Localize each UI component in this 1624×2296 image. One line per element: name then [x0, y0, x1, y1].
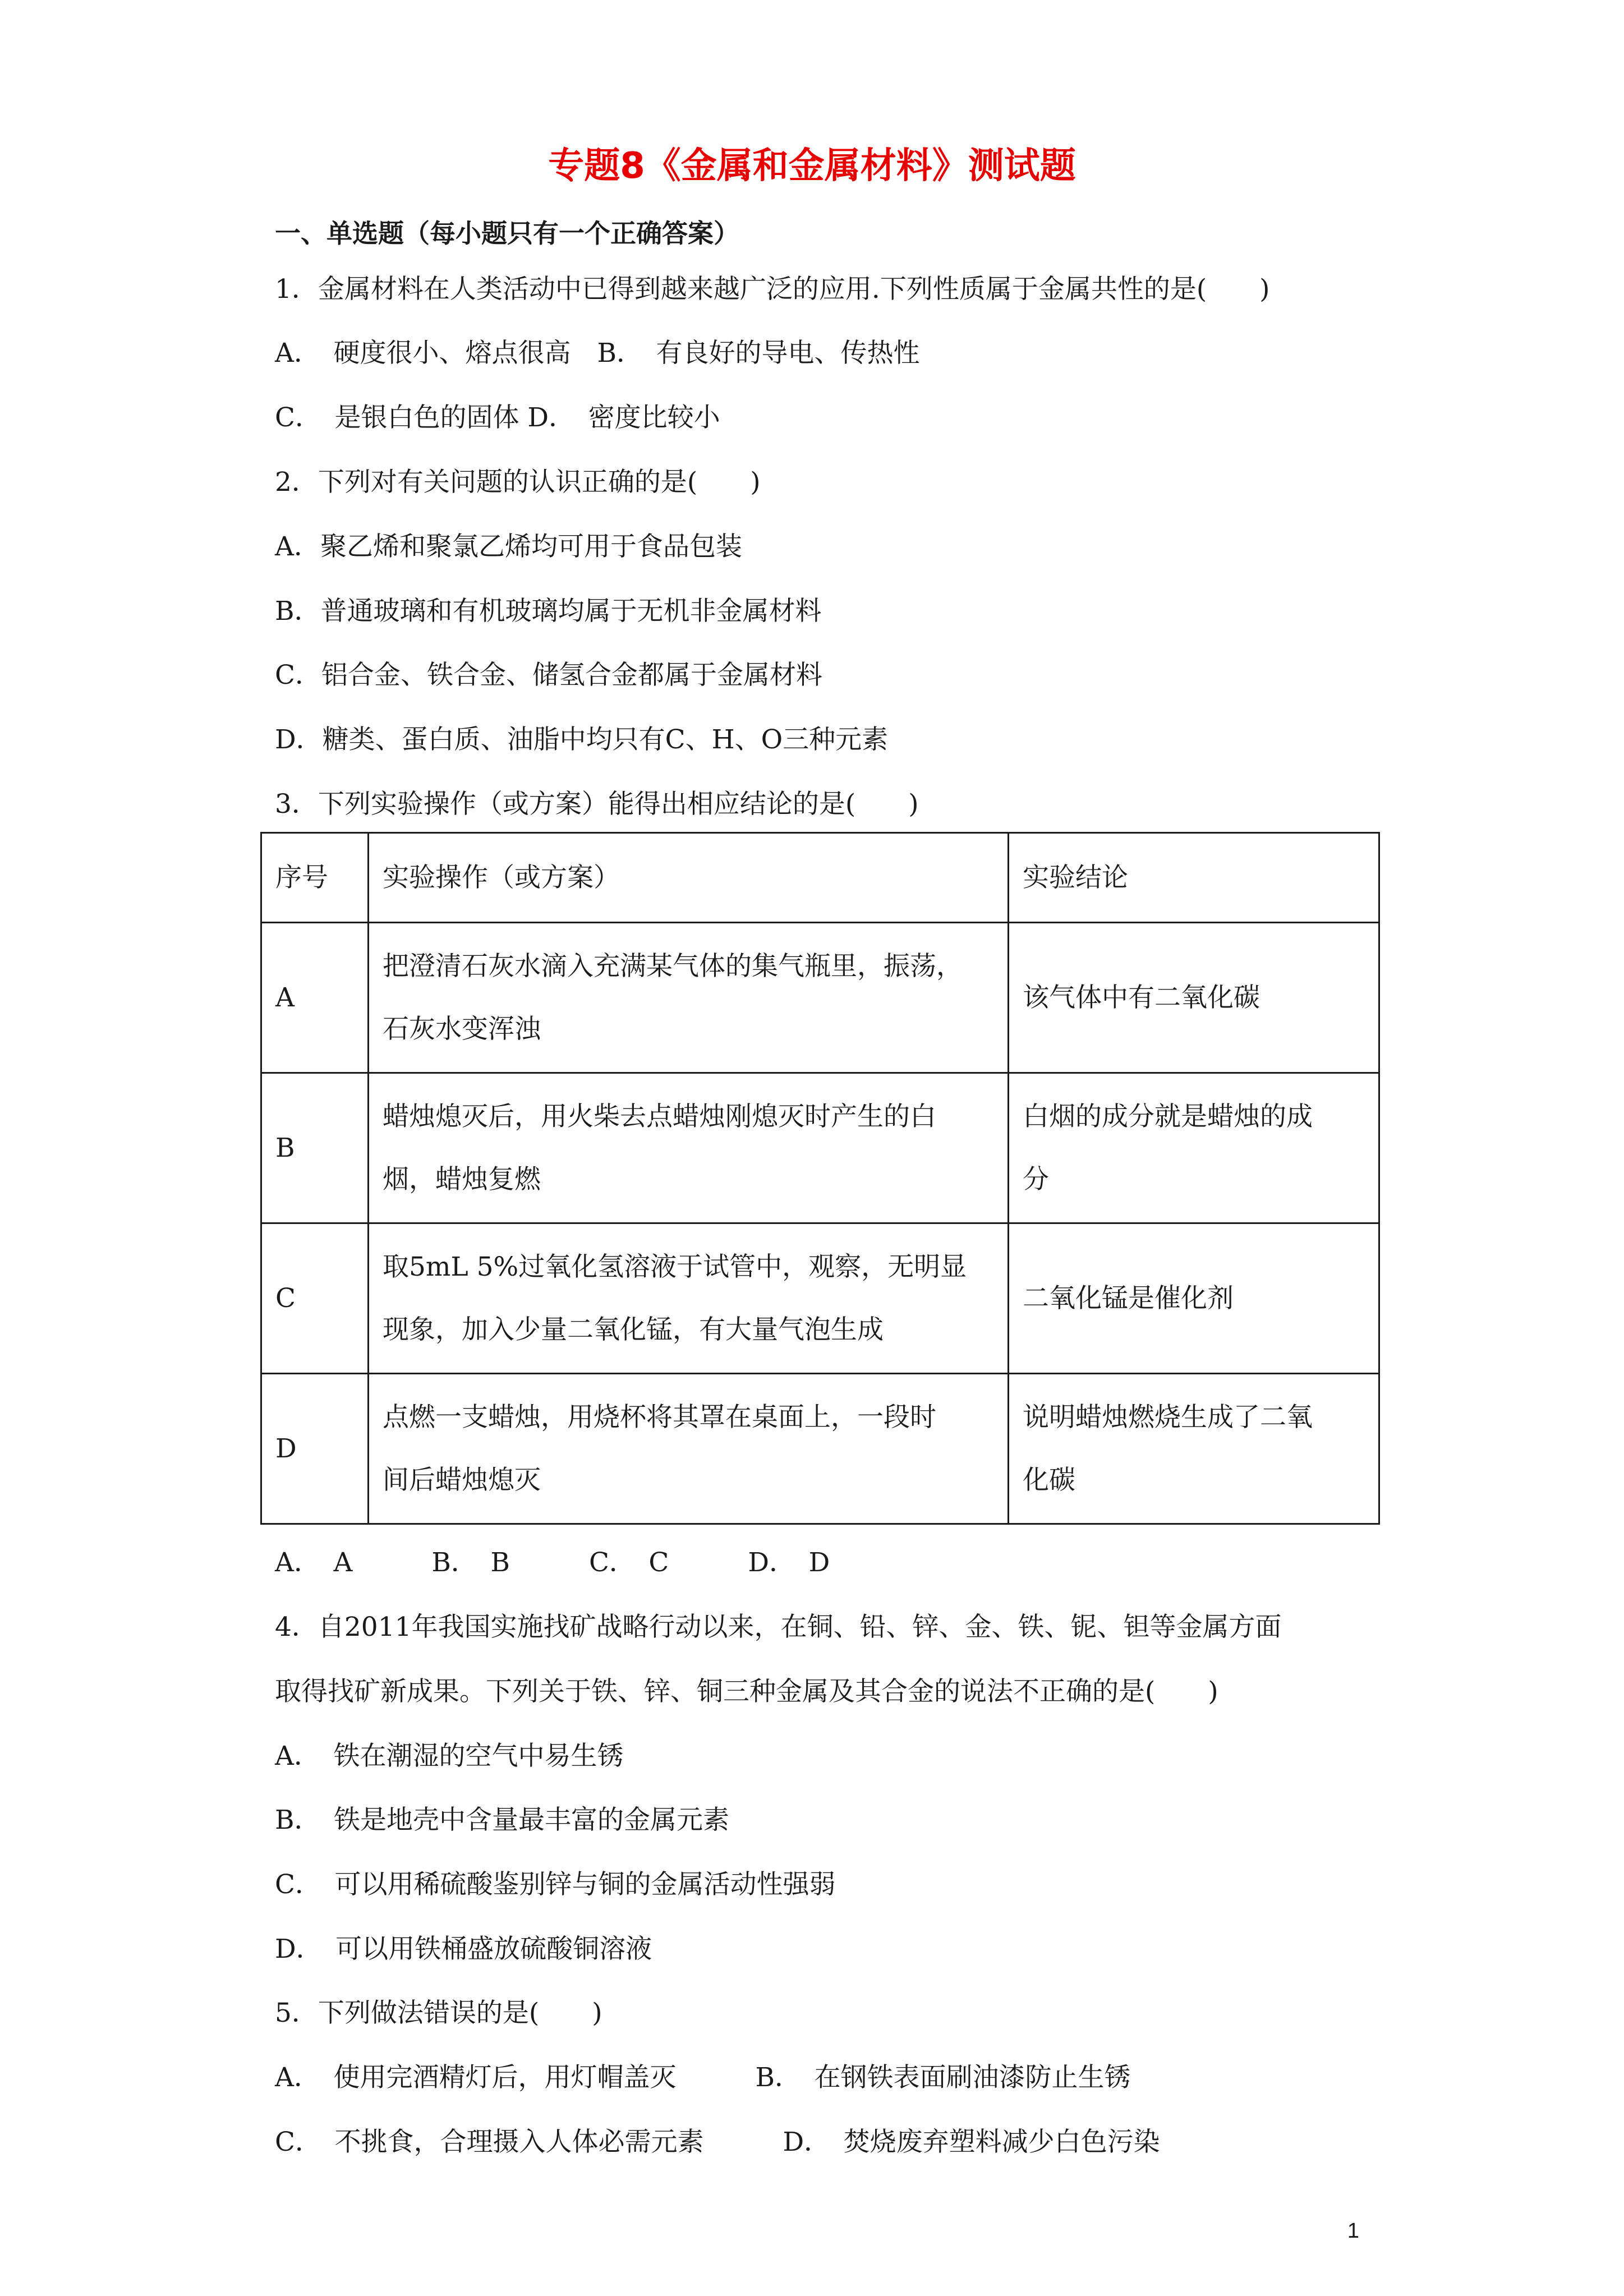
- row-conclusion: [1009, 923, 1379, 1073]
- row-id: C: [261, 1223, 369, 1374]
- table-row: [261, 1223, 1379, 1374]
- question-2-option-b: B．普通玻璃和有机玻璃均属于无机非金属材料: [275, 596, 822, 627]
- row-operation: [369, 1223, 1009, 1374]
- table-row: [261, 923, 1379, 1073]
- row-conclusion: [1009, 1223, 1379, 1374]
- header-conclusion: 实验结论: [1009, 833, 1379, 923]
- row-id: A: [261, 923, 369, 1073]
- question-1-options-cd: C． 是银白色的固体 D． 密度比较小: [275, 402, 720, 433]
- table-header-row: [261, 833, 1379, 923]
- question-3-stem: 3．下列实验操作（或方案）能得出相应结论的是( ): [275, 789, 919, 820]
- question-5-options-cd: C． 不挑食，合理摄入人体必需元素 D． 焚烧废弃塑料减少白色污染: [275, 2127, 1160, 2157]
- conclusion-line: 化碳: [1023, 1464, 1075, 1496]
- question-4-option-c: C． 可以用稀硫酸鉴别锌与铜的金属活动性强弱: [275, 1869, 836, 1900]
- question-5-options-ab: A． 使用完酒精灯后，用灯帽盖灭 B． 在钢铁表面刷油漆防止生锈: [275, 2062, 1131, 2093]
- conclusion-line: 二氧化锰是催化剂: [1023, 1282, 1234, 1314]
- conclusion-line: 该气体中有二氧化碳: [1023, 982, 1260, 1013]
- question-3-options: A． A B． B C． C D． D: [275, 1547, 830, 1578]
- page-number: 1: [1347, 2219, 1359, 2243]
- page-title: 专题8《金属和金属材料》测试题: [548, 145, 1076, 187]
- row-conclusion: [1009, 1073, 1379, 1223]
- operation-line: 现象，加入少量二氧化锰，有大量气泡生成: [383, 1314, 884, 1345]
- row-id: B: [261, 1073, 369, 1223]
- question-2-option-c: C．铝合金、铁合金、储氢合金都属于金属材料: [275, 660, 822, 691]
- question-4-option-a: A． 铁在潮湿的空气中易生锈: [275, 1741, 624, 1772]
- operation-line: 把澄清石灰水滴入充满某气体的集气瓶里，振荡，: [383, 950, 963, 982]
- operation-line: 间后蜡烛熄灭: [383, 1464, 541, 1496]
- question-2-option-d: D．糖类、蛋白质、油脂中均只有C、H、O三种元素: [275, 724, 889, 755]
- row-conclusion: [1009, 1374, 1379, 1524]
- conclusion-line: 说明蜡烛燃烧生成了二氧: [1023, 1401, 1313, 1433]
- table-row: [261, 1374, 1379, 1524]
- question-1-stem: 1．金属材料在人类活动中已得到越来越广泛的应用.下列性质属于金属共性的是( ): [275, 274, 1270, 305]
- row-operation: [369, 1073, 1009, 1223]
- question-4-option-b: B． 铁是地壳中含量最丰富的金属元素: [275, 1805, 730, 1835]
- question-5-stem: 5．下列做法错误的是( ): [275, 1998, 602, 2028]
- question-2-stem: 2．下列对有关问题的认识正确的是( ): [275, 467, 761, 498]
- section-heading: 一、单选题（每小题只有一个正确答案）: [275, 218, 739, 249]
- operation-line: 取5mL 5%过氧化氢溶液于试管中，观察，无明显: [383, 1251, 967, 1282]
- operation-line: 蜡烛熄灭后，用火柴去点蜡烛刚熄灭时产生的白: [383, 1101, 936, 1132]
- question-4-stem-line-2: 取得找矿新成果。下列关于铁、锌、铜三种金属及其合金的说法不正确的是( ): [275, 1676, 1218, 1707]
- operation-line: 石灰水变浑浊: [383, 1013, 541, 1045]
- conclusion-line: 分: [1023, 1163, 1049, 1195]
- operation-line: 点燃一支蜡烛，用烧杯将其罩在桌面上，一段时: [383, 1401, 936, 1433]
- row-operation: [369, 1374, 1009, 1524]
- question-1-options-ab: A． 硬度很小、熔点很高 B． 有良好的导电、传热性: [275, 338, 920, 369]
- experiment-table: [260, 832, 1380, 1525]
- row-id: D: [261, 1374, 369, 1524]
- operation-line: 烟，蜡烛复燃: [383, 1163, 541, 1195]
- header-operation: 实验操作（或方案）: [369, 833, 1009, 923]
- row-operation: [369, 923, 1009, 1073]
- question-4-option-d: D． 可以用铁桶盛放硫酸铜溶液: [275, 1934, 652, 1964]
- header-index: 序号: [261, 833, 369, 923]
- table-row: [261, 1073, 1379, 1223]
- conclusion-line: 白烟的成分就是蜡烛的成: [1023, 1101, 1313, 1132]
- question-4-stem-line-1: 4．自2011年我国实施找矿战略行动以来，在铜、铅、锌、金、铁、铌、钽等金属方面: [275, 1612, 1282, 1642]
- question-2-option-a: A．聚乙烯和聚氯乙烯均可用于食品包装: [275, 531, 742, 562]
